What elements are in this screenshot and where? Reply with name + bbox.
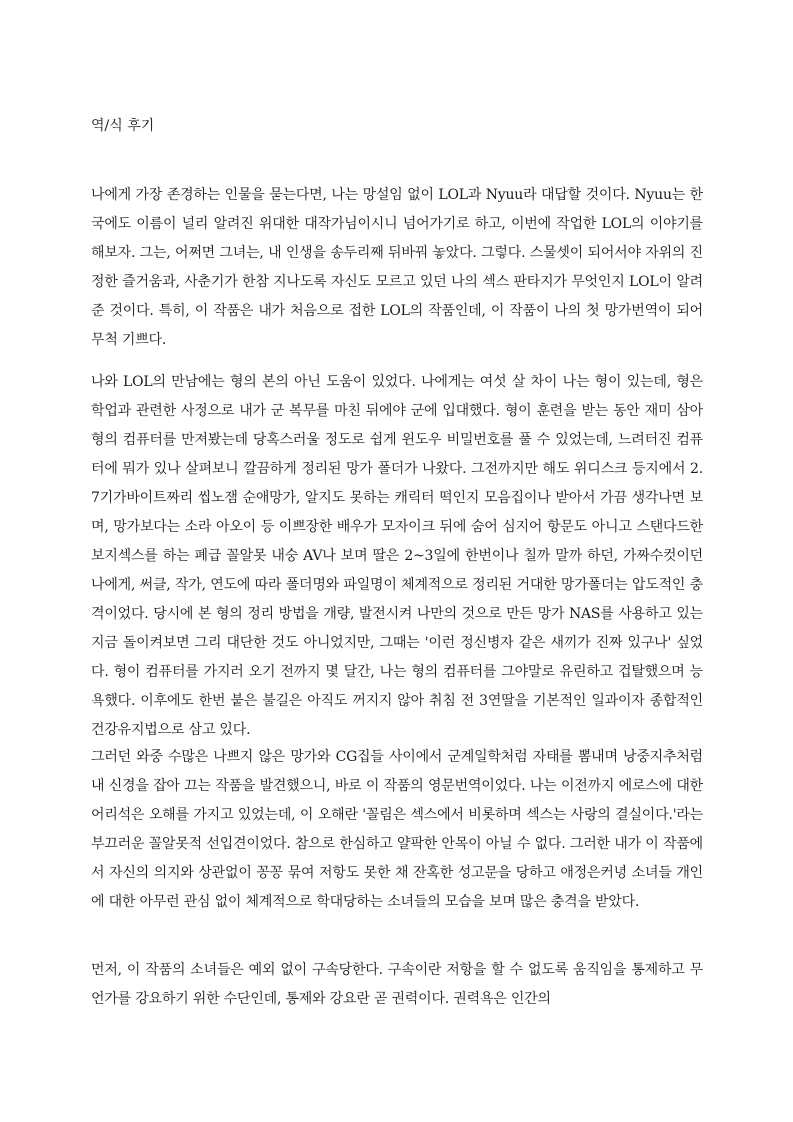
paragraph-1: 나에게 가장 존경하는 인물을 묻는다면, 나는 망설임 없이 LOL과 Nyuu라 대답할 것이다. Nyuu는 한국에도 이름이 널리 알려진 위대한 대작가님이시니 넘어가기로 하고, 이번에 작업한 LOL의 이야기를 해보자. 그는, 어쩌면 그녀는, 내 인생을 송두리째 뒤바꿔 놓았다. 그렇다. 스물셋이 되어서야 자위의 진정한 즐거움과, 사춘기가 한참 지나도록 자신도 모르고 있던 나의 섹스 판타지가 무엇인지 LOL이 알려준 것이다. 특히, 이 작품은 내가 처음으로 접한 LOL의 작품인데, 이 작품이 나의 첫 망가번역이 되어 무척 기쁘다.	[91, 187, 703, 348]
paragraph-3: 그러던 와중 수많은 나쁘지 않은 망가와 CG집들 사이에서 군계일학처럼 자태를 뽐내며 낭중지추처럼 내 신경을 잡아 끄는 작품을 발견했으니, 바로 이 작품의 영문번역이었다. 나는 이전까지 에로스에 대한 어리석은 오해를 가지고 있었는데, 이 오해란 '꼴림은 섹스에서 비롯하며 섹스는 사랑의 결실이다.'라는 부끄러운 꼴알못적 선입견이었다. 참으로 한심하고 얄팍한 안목이 아닐 수 없다. 그러한 내가 이 작품에서 자신의 의지와 상관없이 꽁꽁 묶여 저항도 못한 채 잔혹한 성고문을 당하고 애정은커녕 소녀들 개인에 대한 아무런 관심 없이 체계적으로 학대당하는 소녀들의 모습을 보며 많은 충격을 받았다.	[91, 749, 703, 910]
paragraph-2: 나와 LOL의 만남에는 형의 본의 아닌 도움이 있었다. 나에게는 여섯 살 차이 나는 형이 있는데, 형은 학업과 관련한 사정으로 내가 군 복무를 마친 뒤에야 군에 입대했다. 형이 훈련을 받는 동안 재미 삼아 형의 컴퓨터를 만져봤는데 당혹스러울 정도로 쉽게 윈도우 비밀번호를 풀 수 있었는데, 느려터진 컴퓨터에 뭐가 있나 살펴보니 깔끔하게 정리된 망가 폴더가 나왔다. 그전까지만 해도 위디스크 등지에서 2.7기가바이트짜리 씹노잼 순애망가, 알지도 못하는 캐릭터 떡인지 모음집이나 받아서 가끔 생각나면 보며, 망가보다는 소라 아오이 등 이쁘장한 배우가 모자이크 뒤에 숨어 심지어 항문도 아니고 스탠다드한 보지섹스를 하는 폐급 꼴알못 내숭 AV나 보며 딸은 2~3일에 한번이나 칠까 말까 하던, 가짜수컷이던 나에게, 써클, 작가, 연도에 따라 폴더명와 파일명이 체계적으로 정리된 거대한 망가폴더는 압도적인 충격이었다. 당시에 본 형의 정리 방법을 개량, 발전시켜 나만의 것으로 만든 망가 NAS를 사용하고 있는 지금 돌이켜보면 그리 대단한 것도 아니었지만, 그때는 '이런 정신병자 같은 새끼가 진짜 있구나' 싶었다. 형이 컴퓨터를 가지러 오기 전까지 몇 달간, 나는 형의 컴퓨터를 그야말로 유린하고 겁탈했으며 능욕했다. 이후에도 한번 붙은 불길은 아직도 꺼지지 않아 취침 전 3연딸을 기본적인 일과이자 종합적인 건강유지법으로 삼고 있다.	[91, 374, 703, 738]
paragraph-4: 먼저, 이 작품의 소녀들은 예외 없이 구속당한다. 구속이란 저항을 할 수 없도록 움직임을 통제하고 무언가를 강요하기 위한 수단인데, 통제와 강요란 곧 권력이다. 권력욕은 인간의	[91, 962, 703, 1007]
document-title: 역/식 후기	[91, 118, 155, 134]
